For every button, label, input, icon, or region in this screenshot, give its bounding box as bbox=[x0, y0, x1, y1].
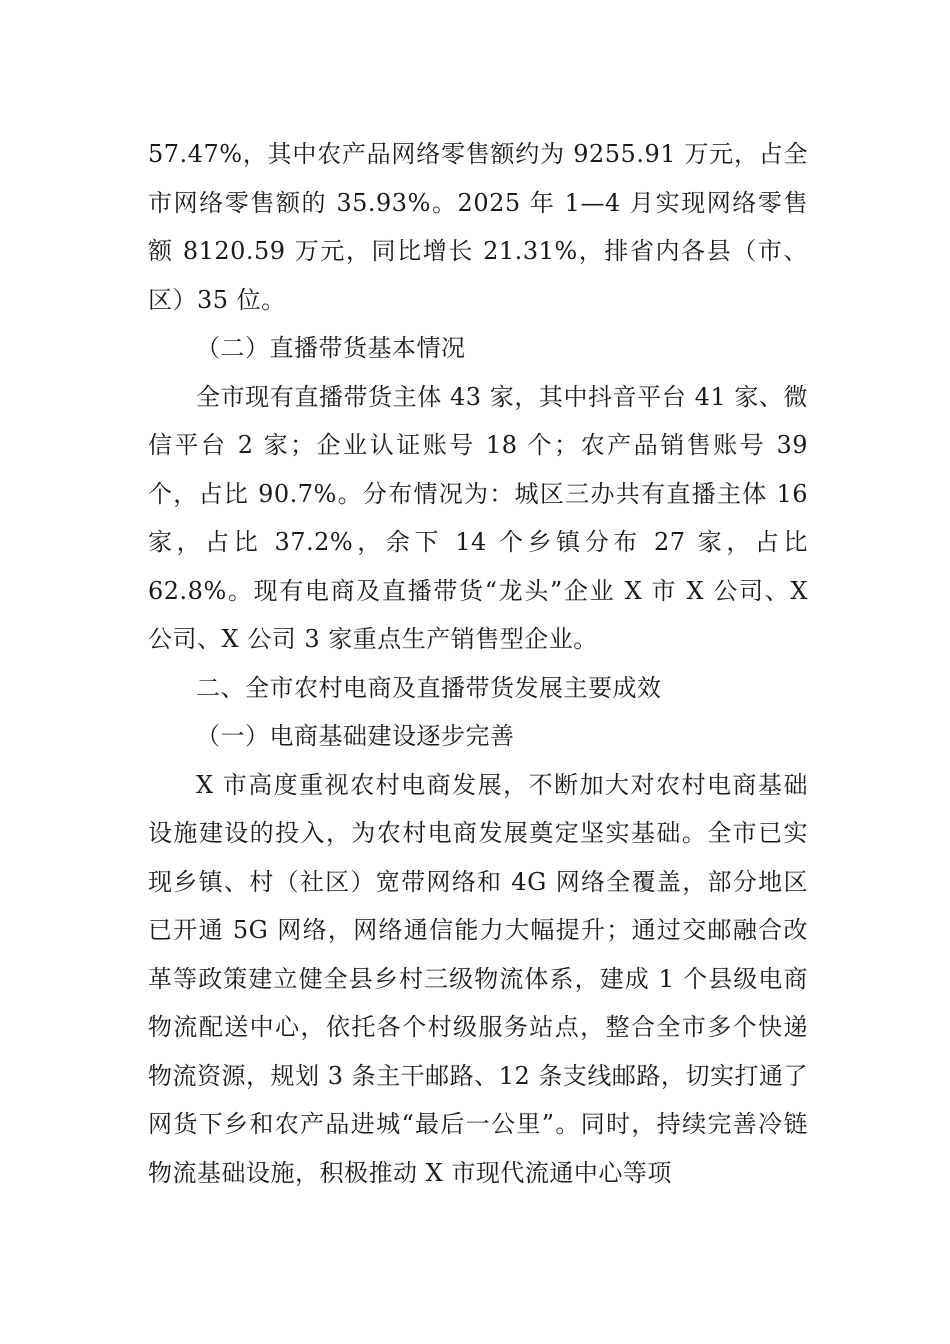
document-body bbox=[148, 130, 808, 1197]
paragraph-livestream-stats: 全市现有直播带货主体 43 家，其中抖音平台 41 家、微信平台 2 家；企业认证账号 18 个；农产品销售账号 39 个，占比 90.7%。分布情况为：城区三办共有直播主体 16 家，占比 37.2%，余下 14 个乡镇分布 27 家，占比 62.8%。现有电商及直播带货“龙头”企业 X 市 X 公司、X 公司、X 公司 3 家重点生产销售型企业。 bbox=[148, 382, 808, 653]
section-heading-achievements: 二、全市农村电商及直播带货发展主要成效 bbox=[196, 673, 662, 702]
paragraph-continuation: 57.47%，其中农产品网络零售额约为 9255.91 万元，占全市网络零售额的 35.93%。2025 年 1—4 月实现网络零售额 8120.59 万元，同比增长 21.31%，排省内各县（市、区）35 位。 bbox=[148, 140, 808, 314]
subheading-livestream-overview: （二）直播带货基本情况 bbox=[196, 334, 466, 362]
subheading-infrastructure: （一）电商基础建设逐步完善 bbox=[196, 722, 515, 750]
paragraph-infrastructure: X 市高度重视农村电商发展，不断加大对农村电商基础设施建设的投入，为农村电商发展奠定坚实基础。全市已实现乡镇、村（社区）宽带网络和 4G 网络全覆盖，部分地区已开通 5G 网络，网络通信能力大幅提升；通过交邮融合改革等政策建立健全县乡村三级物流体系，建成 1 个县级电商物流配送中心，依托各个村级服务站点，整合全市多个快递物流资源，规划 3 条主干邮路、12 条支线邮路，切实打通了网货下乡和农产品进城“最后一公里”。同时，持续完善冷链物流基础设施，积极推动 X 市现代流通中心等项 bbox=[148, 770, 808, 1187]
